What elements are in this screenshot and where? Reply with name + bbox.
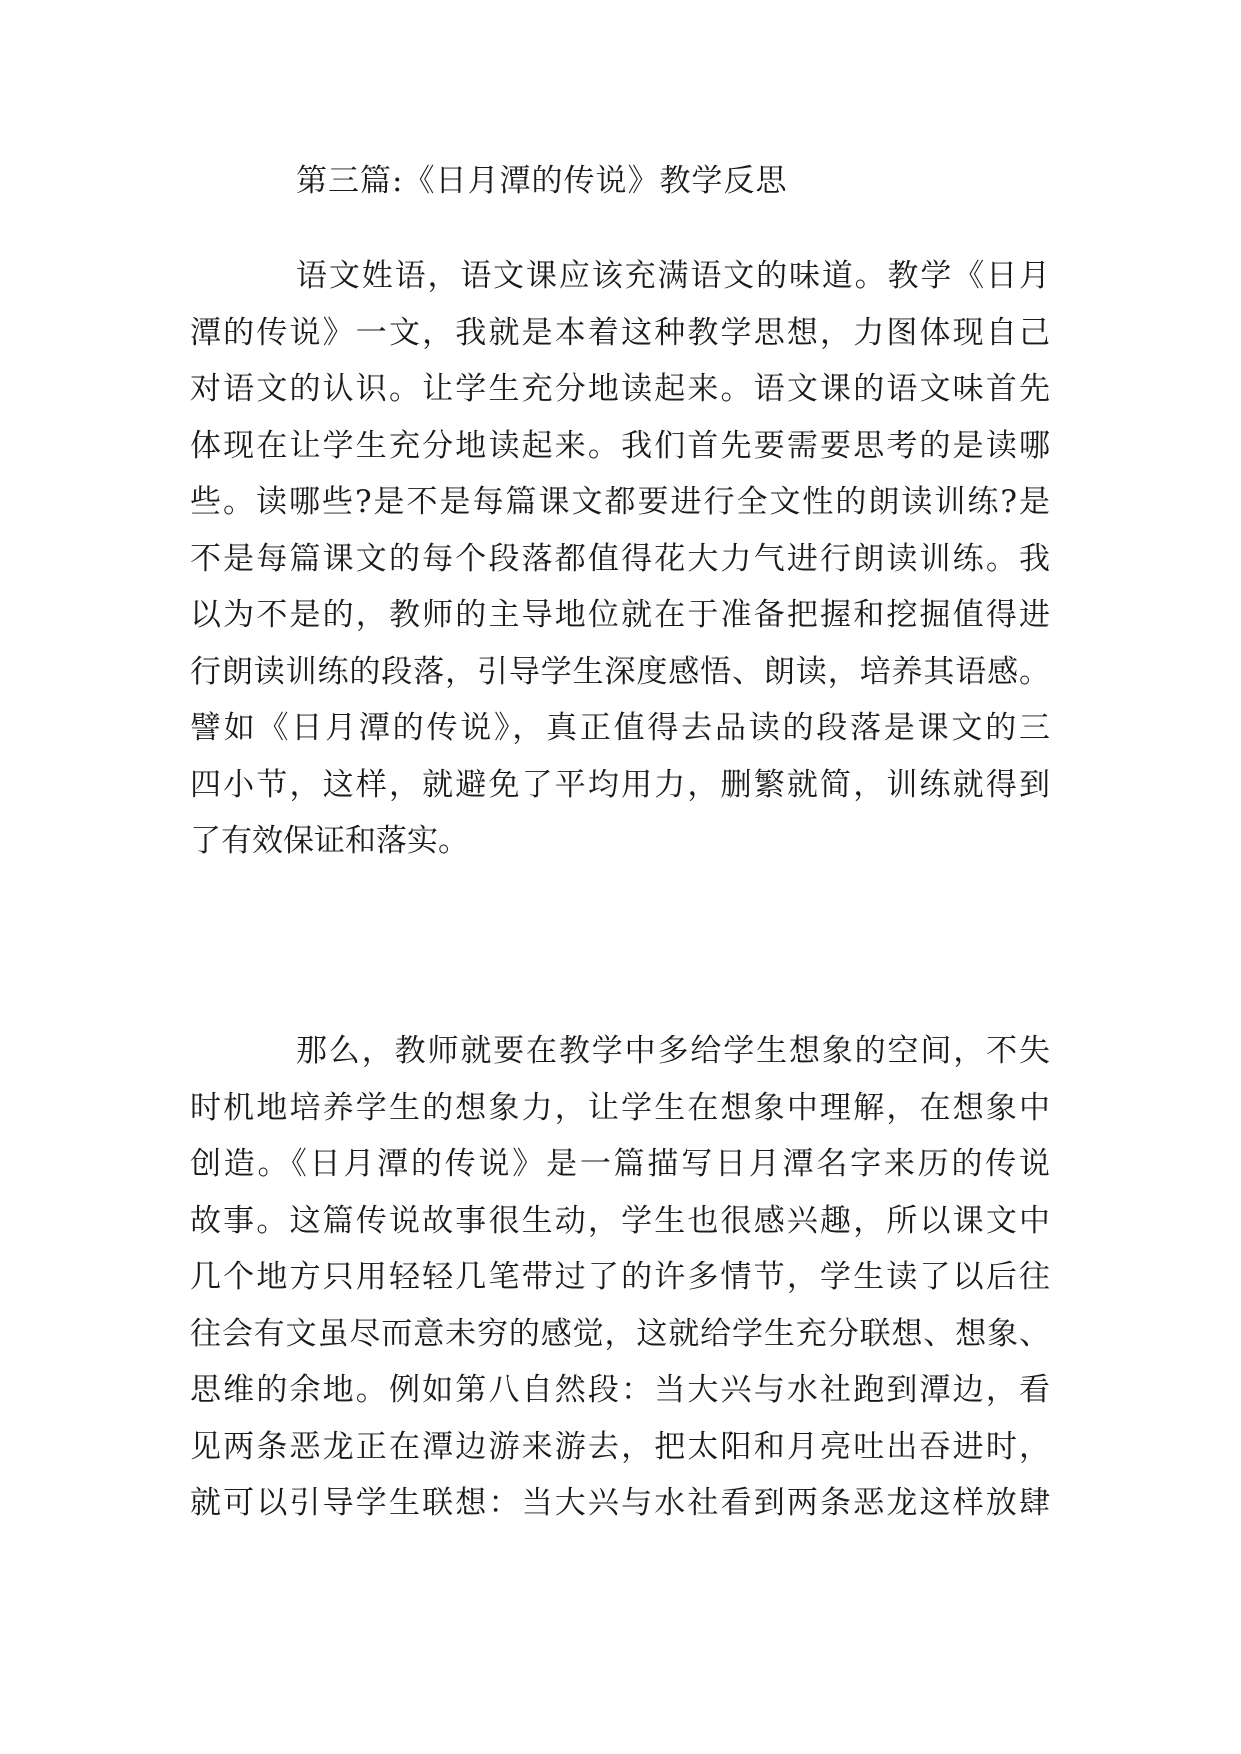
- document-title: 第三篇:《日月潭的传说》教学反思: [296, 163, 788, 199]
- paragraph-line: 不是每篇课文的每个段落都值得花大力气进行朗读训练。我: [190, 540, 1050, 577]
- paragraph-line: 往会有文虽尽而意未穷的感觉，这就给学生充分联想、想象、: [190, 1315, 1050, 1352]
- paragraph-line: 时机地培养学生的想象力，让学生在想象中理解，在想象中: [190, 1089, 1050, 1126]
- paragraph-line: 就可以引导学生联想：当大兴与水社看到两条恶龙这样放肆: [190, 1485, 1050, 1521]
- paragraph-line: 以为不是的，教师的主导地位就在于准备把握和挖掘值得进: [190, 597, 1050, 633]
- paragraph-line: 几个地方只用轻轻几笔带过了的许多情节，学生读了以后往: [190, 1259, 1050, 1295]
- paragraph-line: 些。读哪些?是不是每篇课文都要进行全文性的朗读训练?是: [190, 484, 1050, 520]
- paragraph-line: 了有效保证和落实。: [190, 823, 469, 859]
- paragraph-2: [190, 1023, 1050, 1532]
- paragraph-line: 语文姓语，语文课应该充满语文的味道。教学《日月: [296, 258, 1050, 294]
- paragraph-line: 故事。这篇传说故事很生动，学生也很感兴趣，所以课文中: [190, 1202, 1050, 1239]
- paragraph-line: 四小节，这样，就避免了平均用力，删繁就简，训练就得到: [190, 766, 1050, 803]
- paragraph-line: 对语文的认识。让学生充分地读起来。语文课的语文味首先: [190, 371, 1050, 407]
- paragraph-1: [190, 248, 1050, 870]
- paragraph-line: 譬如《日月潭的传说》，真正值得去品读的段落是课文的三: [190, 710, 1050, 746]
- paragraph-line: 潭的传说》一文，我就是本着这种教学思想，力图体现自己: [190, 314, 1050, 351]
- paragraph-line: 那么，教师就要在教学中多给学生想象的空间，不失: [296, 1033, 1050, 1069]
- paragraph-line: 体现在让学生充分地读起来。我们首先要需要思考的是读哪: [190, 427, 1050, 464]
- paragraph-line: 见两条恶龙正在潭边游来游去，把太阳和月亮吐出吞进时，: [190, 1428, 1050, 1465]
- paragraph-line: 行朗读训练的段落，引导学生深度感悟、朗读，培养其语感。: [190, 653, 1050, 690]
- paragraph-line: 思维的余地。例如第八自然段：当大兴与水社跑到潭边，看: [190, 1372, 1050, 1408]
- paragraph-line: 创造。《日月潭的传说》是一篇描写日月潭名字来历的传说: [190, 1146, 1050, 1182]
